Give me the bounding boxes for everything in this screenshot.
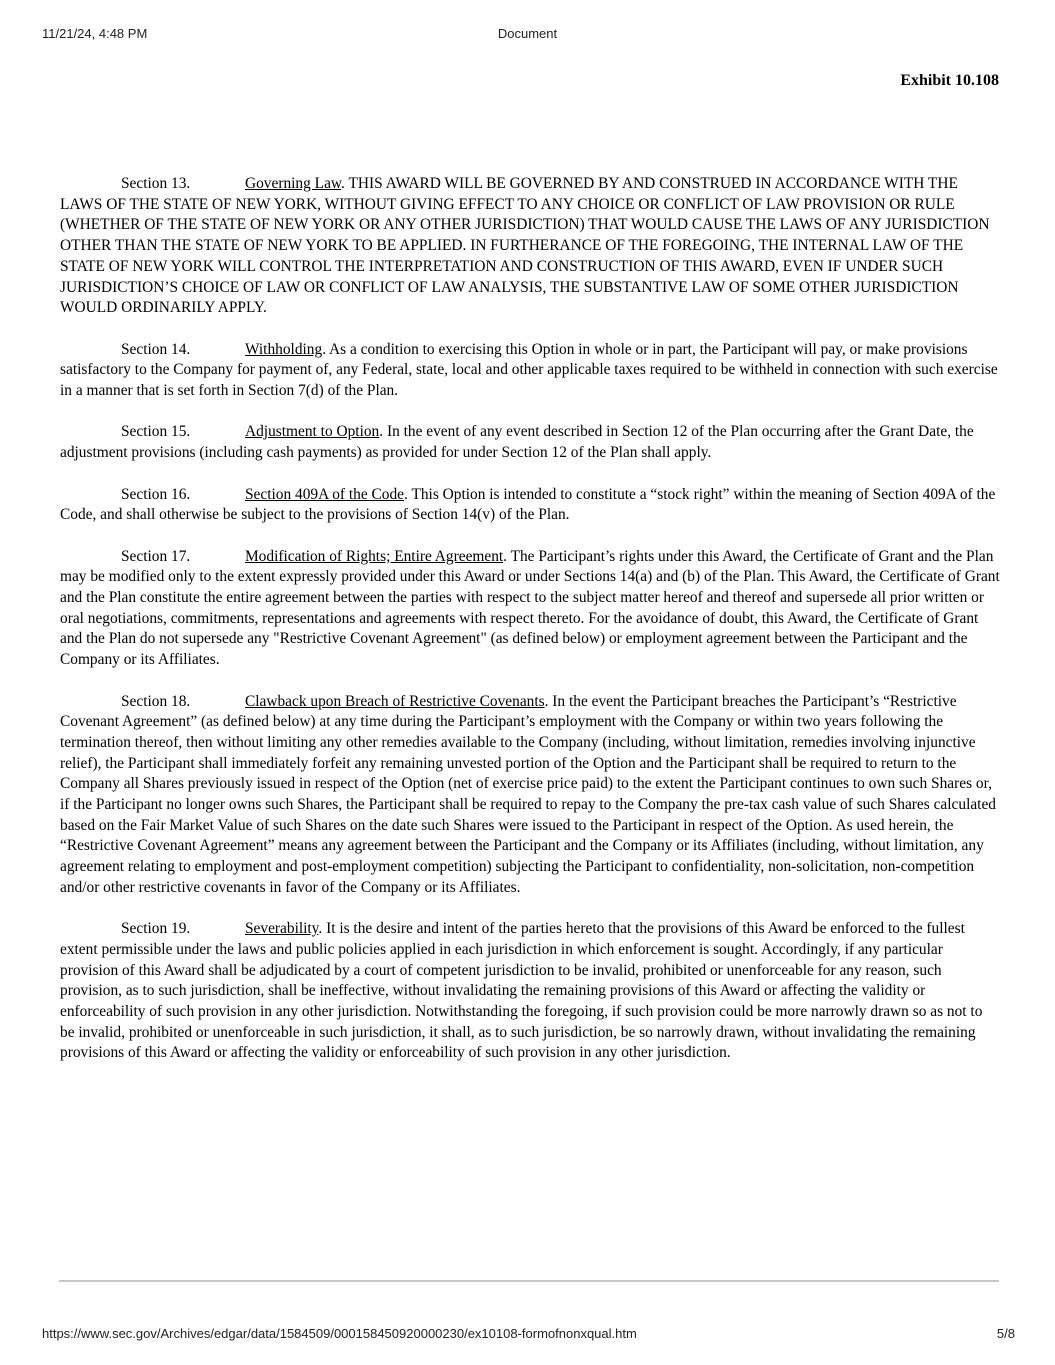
section-17 [60,547,1000,671]
section-title: Governing Law [245,175,342,192]
section-number: Section 16. [121,485,191,503]
section-15 [60,422,1000,463]
section-13 [60,174,1000,319]
section-number: Section 15. [121,423,191,441]
section-number: Section 17. [121,547,191,565]
footer-divider [59,1280,999,1282]
section-text: . In the event of any event described in Section 12 of the Plan occurring after the Grant Date, the adjustment provisions (including cash payments) as provided for under Section 12 of the Plan shall apply. [60,423,974,462]
section-18 [60,692,1000,899]
section-number: Section 14. [121,340,191,358]
print-header-date: 11/21/24, 4:48 PM [42,26,148,41]
print-footer-page-number: 5/8 [996,1326,1015,1341]
section-title: Clawback upon Breach of Restrictive Covenants [245,692,545,710]
section-text: . In the event the Participant breaches the Participant’s “Restrictive Covenant Agreement” (as defined below) at any time during the Participant’s employment with the Company or within two years following the termination thereof, then without limiting any other remedies available to the Company (including, without limitation, remedies involving injunctive relief), the Participant shall immediately forfeit any remaining unvested portion of the Option and the Participant shall be required to return to the Company all Shares previously issued in respect of the Option (net of exercise price paid) to the extent the Participant continues to own such Shares or, if the Participant no longer owns such Shares, the Participant shall be required to repay to the Company the pre-tax cash value of such Shares calculated based on the Fair Market Value of such Shares on the date such Shares were issued to the Participant in respect of the Option. As used herein, the “Restrictive Covenant Agreement” means any agreement between the Participant and the Company or its Affiliates (including, without limitation, any agreement relating to employment and post-employment competition) subjecting the Participant to confidentiality, non-solicitation, non-competition and/or other restrictive covenants in favor of the Company or its Affiliates. [60,692,996,896]
section-number: Section 13. [121,175,191,192]
section-16 [60,485,1000,526]
exhibit-label: Exhibit 10.108 [900,72,999,89]
section-title: Adjustment to Option [245,423,380,441]
section-title: Severability [245,920,319,938]
section-text: . It is the desire and intent of the parties hereto that the provisions of this Award be enforced to the fullest extent permissible under the laws and public policies applied in each jurisdiction in which enforcement is sought. Accordingly, if any particular provision of this Award shall be adjudicated by a court of competent jurisdiction to be invalid, prohibited or unenforceable for any reason, such provision, as to such jurisdiction, shall be ineffective, without invalidating the remaining provisions of this Award or affecting the validity or enforceability of such provision in any other jurisdiction. Notwithstanding the foregoing, if such provision could be more narrowly drawn so as not to be invalid, prohibited or unenforceable in such jurisdiction, it shall, as to such jurisdiction, be so narrowly drawn, without invalidating the remaining provisions of this Award or affecting the validity or enforceability of such provision in any other jurisdiction. [60,920,983,1062]
section-text: . This Option is intended to constitute a “stock right” within the meaning of Section 409A of the Code, and shall otherwise be subject to the provisions of Section 14(v) of the Plan. [60,485,996,524]
section-number: Section 19. [121,920,191,938]
section-19 [60,919,1000,1064]
section-text: . THIS AWARD WILL BE GOVERNED BY AND CONSTRUED IN ACCORDANCE WITH THE LAWS OF THE STATE OF NEW YORK, WITHOUT GIVING EFFECT TO ANY CHOICE OR CONFLICT OF LAW PROVISION OR RULE (WHETHER OF THE STATE OF NEW YORK OR ANY OTHER JURISDICTION) THAT WOULD CAUSE THE LAWS OF ANY JURISDICTION OTHER THAN THE STATE OF NEW YORK TO BE APPLIED. IN FURTHERANCE OF THE FOREGOING, THE INTERNAL LAW OF THE STATE OF NEW YORK WILL CONTROL THE INTERPRETATION AND CONSTRUCTION OF THIS AWARD, EVEN IF UNDER SUCH JURISDICTION’S CHOICE OF LAW OR CONFLICT OF LAW ANALYSIS, THE SUBSTANTIVE LAW OF SOME OTHER JURISDICTION WOULD ORDINARILY APPLY. [60,175,990,317]
section-text: . As a condition to exercising this Option in whole or in part, the Participant will pay, or make provisions satisfactory to the Company for payment of, any Federal, state, local and other applicable taxes required to be withheld in connection with such exercise in a manner that is set forth in Section 7(d) of the Plan. [60,340,998,400]
print-header-title: Document [497,26,558,41]
document-body [60,174,1000,1085]
print-footer-url: https://www.sec.gov/Archives/edgar/data/1584509/000158450920000230/ex10108-formofnonxqual.htm [42,1326,637,1341]
section-text: . The Participant’s rights under this Award, the Certificate of Grant and the Plan may be modified only to the extent expressly provided under this Award or under Sections 14(a) and (b) of the Plan. This Award, the Certificate of Grant and the Plan constitute the entire agreement between the parties with respect to the subject matter hereof and thereof and supersede all prior written or oral negotiations, commitments, representations and agreements with respect thereto. For the avoidance of doubt, this Award, the Certificate of Grant and the Plan do not supersede any "Restrictive Covenant Agreement" (as defined below) or employment agreement between the Participant and the Company or its Affiliates. [60,547,1000,669]
section-number: Section 18. [121,692,191,710]
section-14 [60,340,1000,402]
section-title: Section 409A of the Code [245,485,405,503]
section-title: Withholding [245,340,323,358]
section-title: Modification of Rights; Entire Agreement [245,547,504,565]
